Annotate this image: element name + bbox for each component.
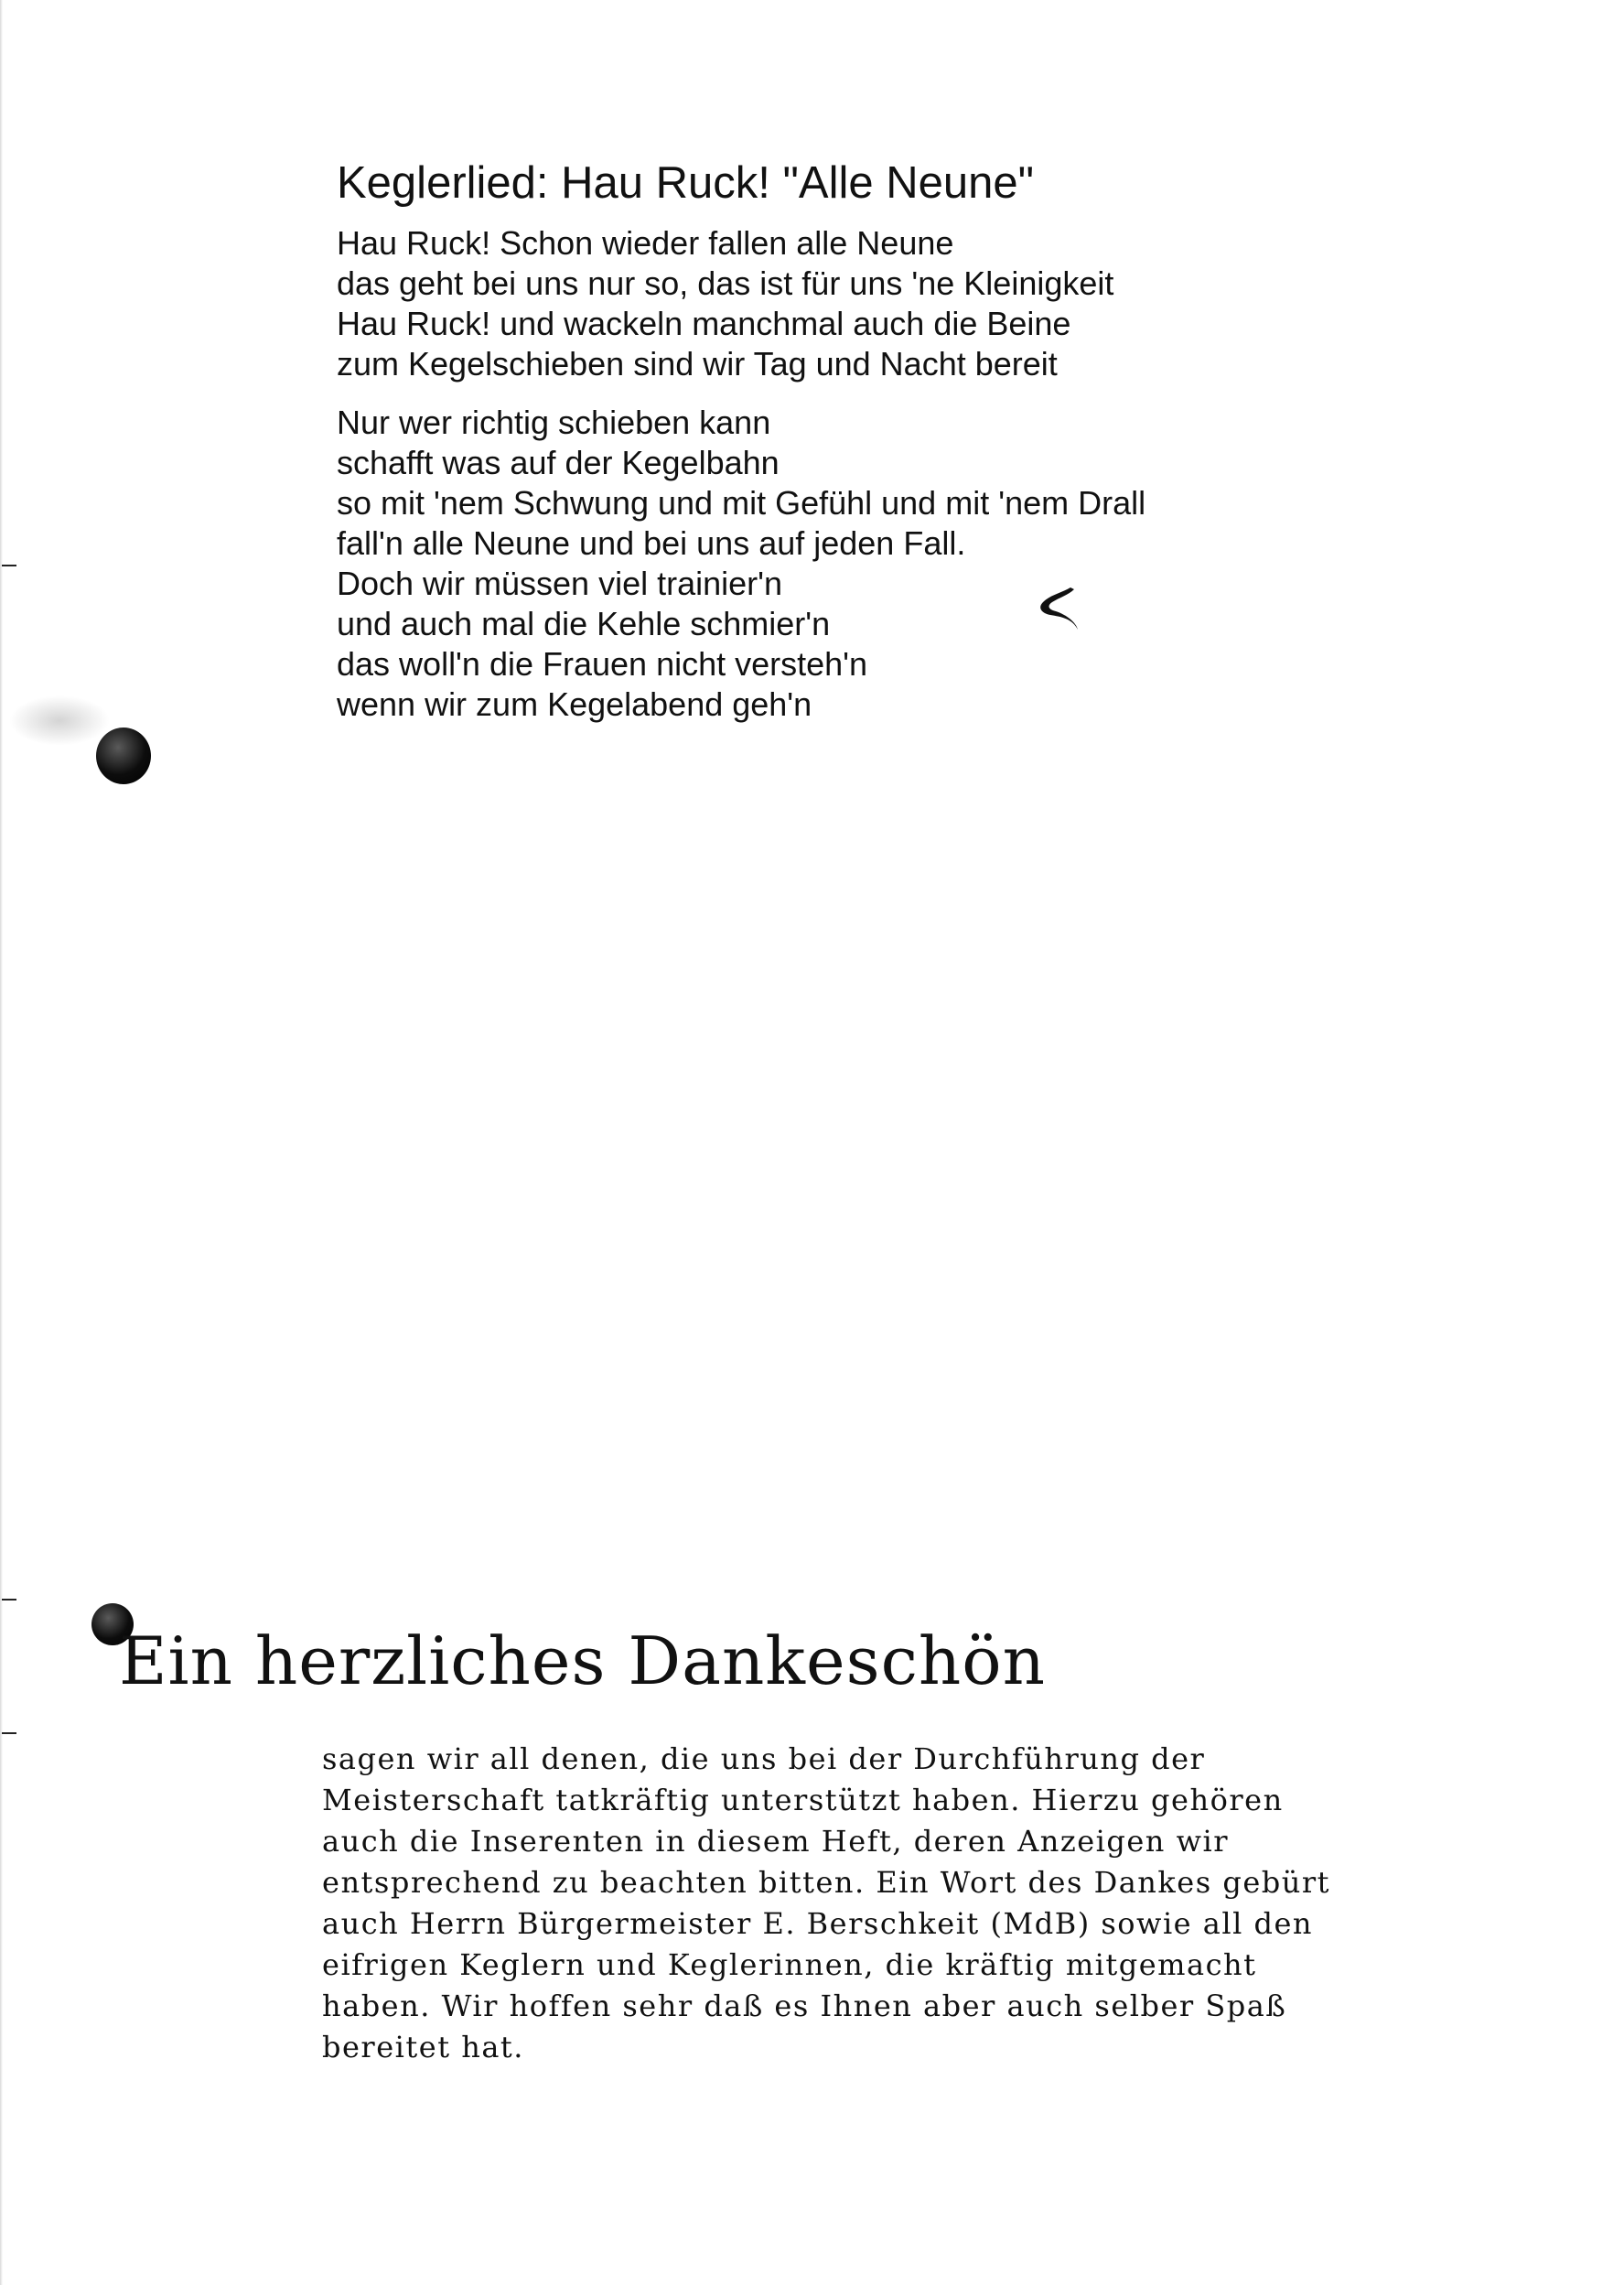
thanks-line: bereitet hat. — [322, 2030, 524, 2064]
thanks-line: entsprechend zu beachten bitten. Ein Wort des Dankes gebürt — [322, 1865, 1330, 1900]
verse-line: Hau Ruck! und wackeln manchmal auch die Beine — [337, 305, 1071, 342]
verse-line: und auch mal die Kehle schmier'n — [337, 605, 831, 642]
verse-line: so mit 'nem Schwung und mit Gefühl und mit 'nem Drall — [337, 484, 1146, 522]
kegler-song — [337, 156, 1343, 743]
verse-line: fall'n alle Neune und bei uns auf jeden Fall. — [337, 524, 966, 562]
margin-mark — [2, 1599, 16, 1601]
song-verse-1 — [337, 223, 1343, 384]
thanks-paragraph — [322, 1739, 1466, 2068]
paper-smudge — [9, 695, 110, 746]
margin-mark — [2, 565, 16, 566]
song-verse-2 — [337, 403, 1343, 725]
thanks-line: auch Herrn Bürgermeister E. Berschkeit (MdB) sowie all den — [322, 1906, 1314, 1941]
verse-line: schafft was auf der Kegelbahn — [337, 444, 780, 481]
margin-mark — [2, 1732, 16, 1734]
verse-line: das geht bei uns nur so, das ist für uns 'ne Kleinigkeit — [337, 264, 1114, 302]
verse-line: Doch wir müssen viel trainier'n — [337, 565, 783, 602]
thanks-line: Meisterschaft tatkräftig unterstützt haben. Hierzu gehören — [322, 1783, 1284, 1817]
verse-line: das woll'n die Frauen nicht versteh'n — [337, 645, 868, 683]
thanks-line: auch die Inserenten in diesem Heft, deren Anzeigen wir — [322, 1824, 1229, 1859]
verse-line: Hau Ruck! Schon wieder fallen alle Neune — [337, 224, 954, 262]
verse-line: wenn wir zum Kegelabend geh'n — [337, 685, 812, 723]
thanks-heading: Ein herzliches Dankeschön — [119, 1622, 1046, 1699]
page-edge — [0, 0, 3, 2285]
verse-line: zum Kegelschieben sind wir Tag und Nacht bereit — [337, 345, 1058, 383]
thanks-line: eifrigen Keglern und Keglerinnen, die kräftig mitgemacht — [322, 1947, 1257, 1982]
punch-hole-top — [96, 728, 151, 784]
thanks-line: sagen wir all denen, die uns bei der Durchführung der — [322, 1741, 1206, 1776]
song-title: Keglerlied: Hau Ruck! "Alle Neune" — [337, 158, 1035, 208]
thanks-line: haben. Wir hoffen sehr daß es Ihnen aber auch selber Spaß — [322, 1989, 1287, 2023]
verse-line: Nur wer richtig schieben kann — [337, 404, 771, 441]
